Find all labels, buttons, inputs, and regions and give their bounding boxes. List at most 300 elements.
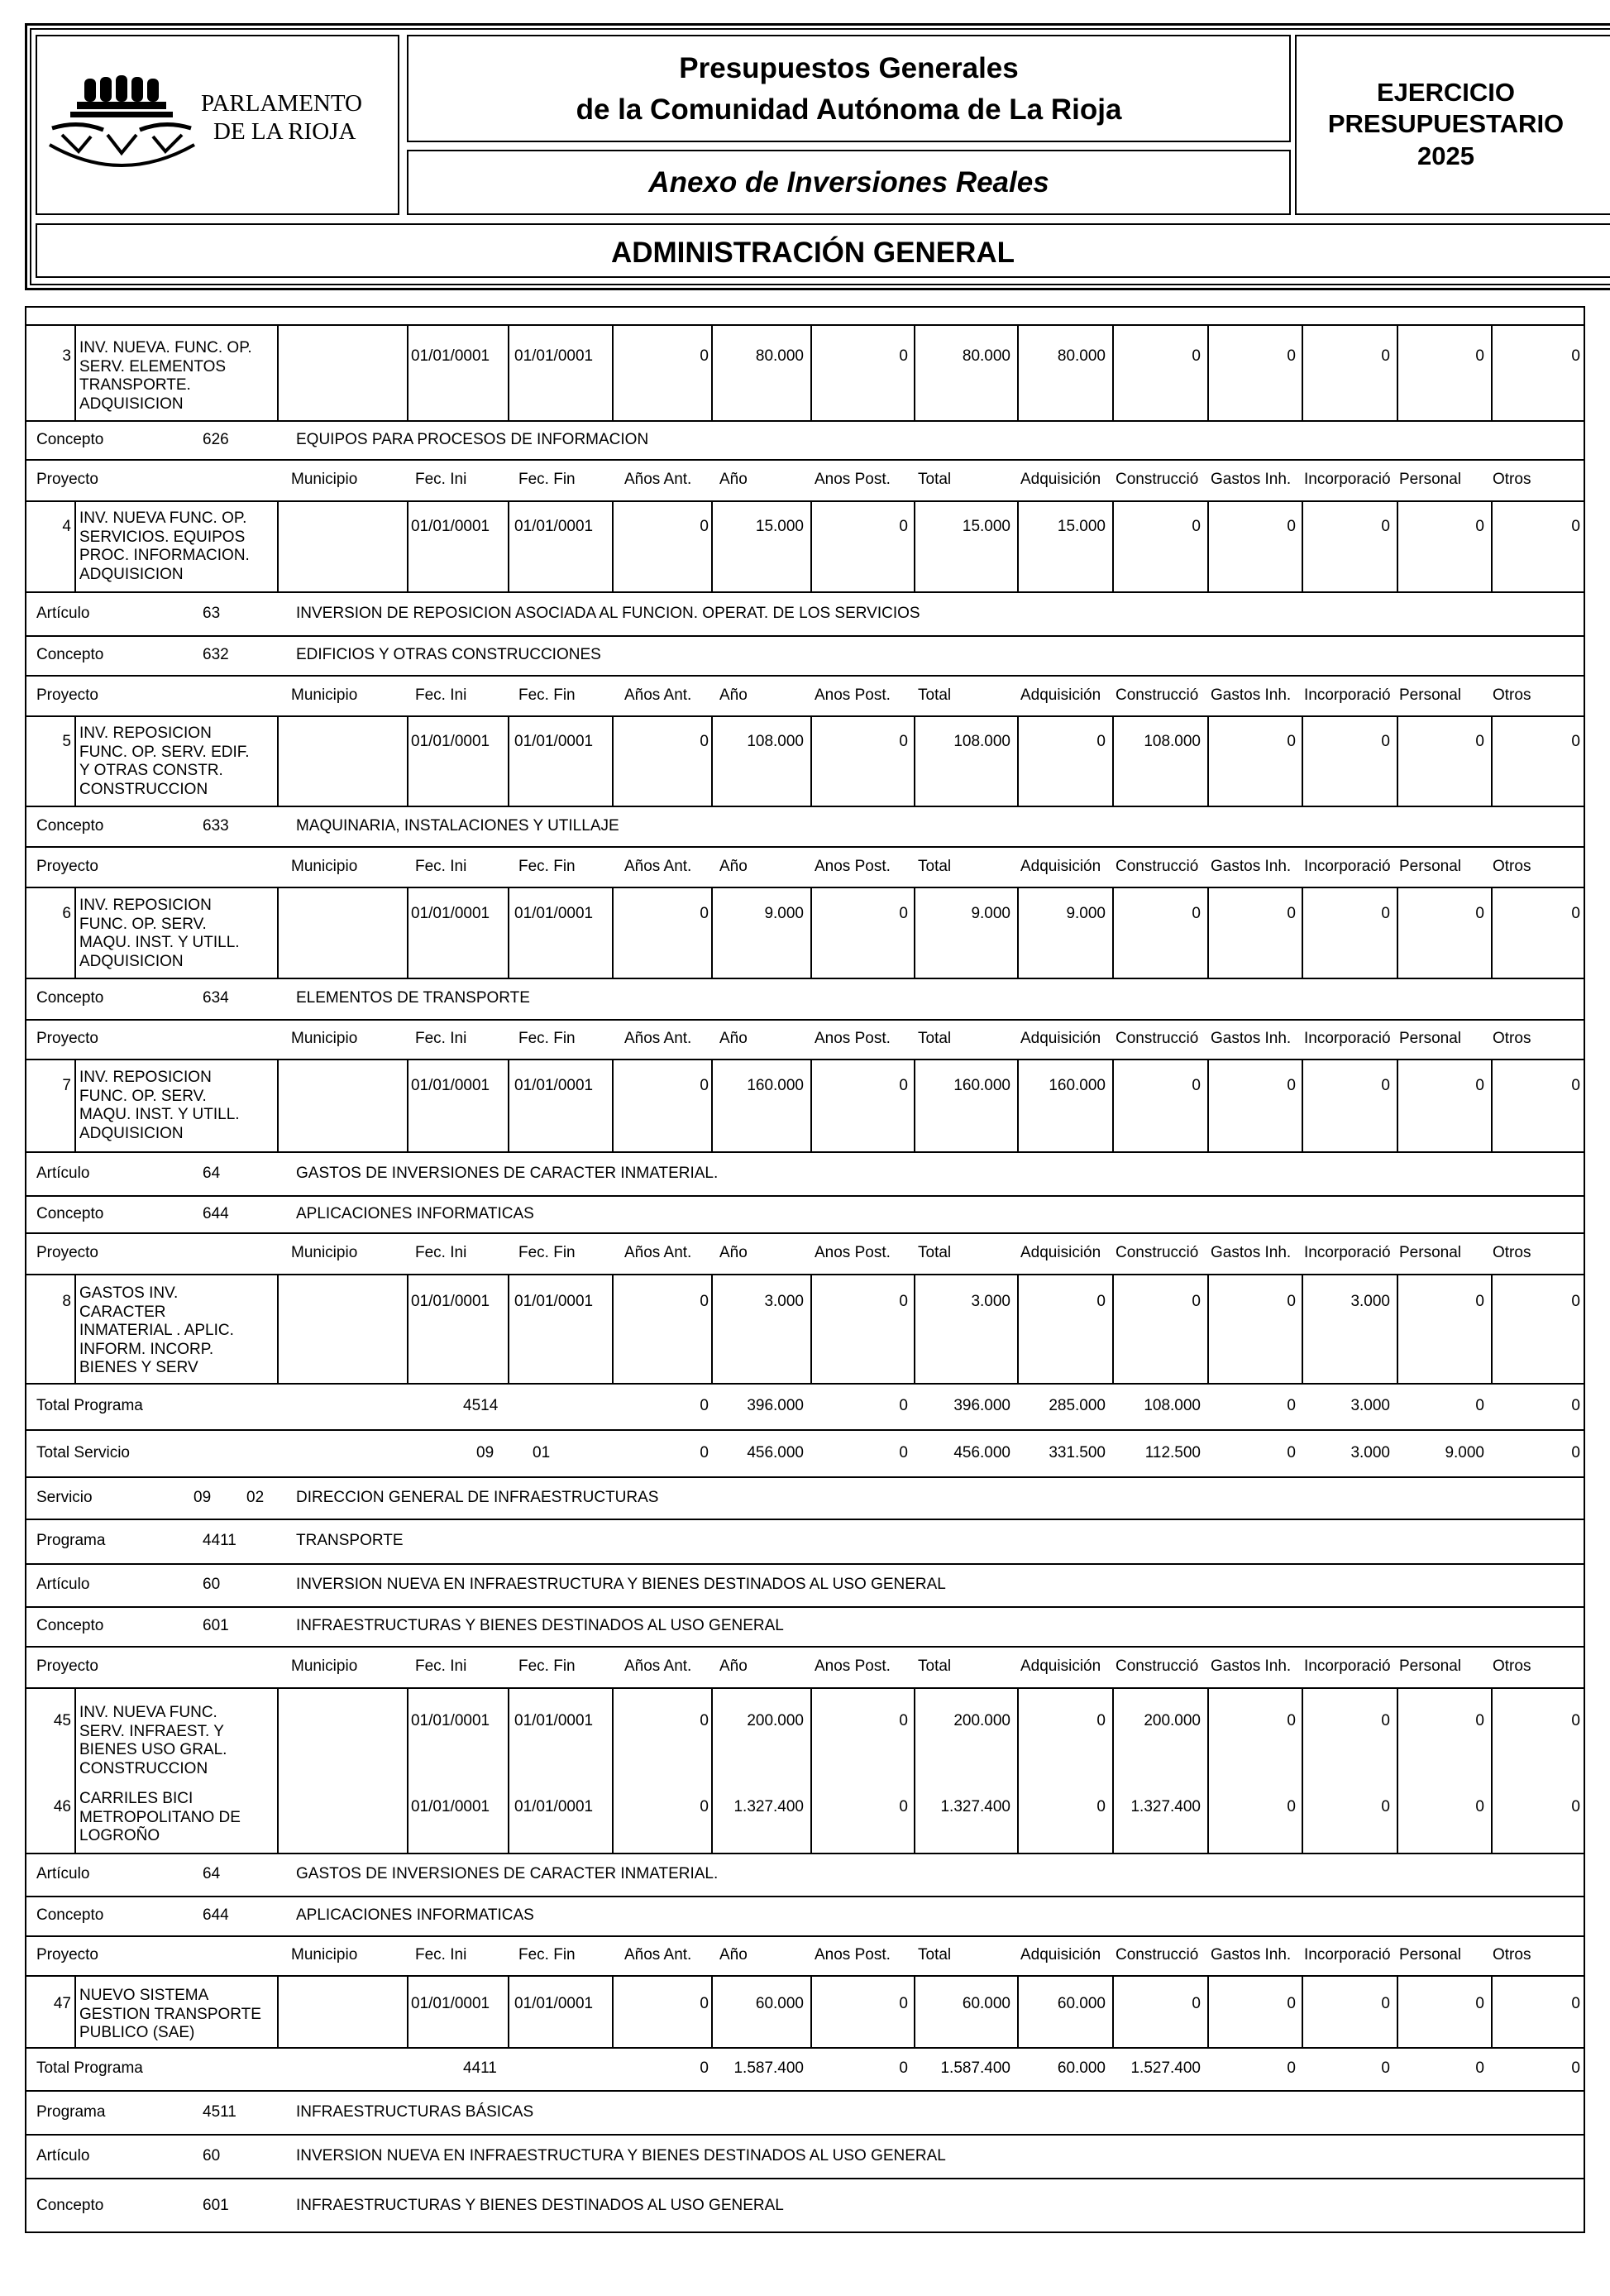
total-servicio-code-2: 01 xyxy=(533,1443,551,1461)
servicio-code: 09 xyxy=(193,1488,212,1506)
project-total: 200.000 xyxy=(953,1712,1010,1729)
project-description: INV. REPOSICION FUNC. OP. SERV. MAQU. INST. Y UTILL. ADQUISICION xyxy=(79,897,240,970)
column-divider xyxy=(407,324,408,420)
column-divider xyxy=(1302,500,1303,591)
col-header-incorporacion: Incorporació xyxy=(1304,1030,1391,1047)
project-gas: 0 xyxy=(1287,733,1296,750)
concepto-code: 634 xyxy=(203,989,229,1007)
col-header-anos-post: Anos Post. xyxy=(815,1244,891,1261)
total_servicio-label: Total Servicio xyxy=(36,1443,130,1461)
column-divider xyxy=(612,500,614,591)
articulo-divider xyxy=(25,1195,1585,1197)
project-per: 0 xyxy=(1475,1293,1484,1310)
project-adq: 0 xyxy=(1096,1293,1106,1310)
project-ant: 0 xyxy=(700,1712,709,1729)
col-header-ano: Año xyxy=(719,857,748,875)
col-header-anos-post: Anos Post. xyxy=(815,471,891,488)
project-total: 60.000 xyxy=(962,1995,1010,2012)
column-divider xyxy=(74,1274,76,1383)
total-inc: 3.000 xyxy=(1350,1397,1390,1414)
column-divider xyxy=(711,715,713,806)
column-divider xyxy=(74,1687,76,1853)
col-header-fec-fin: Fec. Fin xyxy=(518,1946,576,1964)
project-fec-fin: 01/01/0001 xyxy=(514,347,594,365)
parliament-name-line2: DE LA RIOJA xyxy=(213,118,356,145)
project-fec-ini: 01/01/0001 xyxy=(411,1293,490,1310)
project-otr: 0 xyxy=(1571,1293,1580,1310)
project-divider xyxy=(25,806,1585,807)
column-divider xyxy=(914,1274,915,1383)
total-per: 0 xyxy=(1475,1397,1484,1414)
col-header-fec-fin: Fec. Fin xyxy=(518,471,576,488)
col-header-otros: Otros xyxy=(1493,857,1531,875)
ejercicio-label-2: PRESUPUESTARIO xyxy=(1327,109,1565,138)
project-divider xyxy=(25,978,1585,979)
project-number: 7 xyxy=(62,1077,71,1094)
project-inc: 3.000 xyxy=(1350,1293,1390,1310)
project-total: 80.000 xyxy=(962,347,1010,365)
articulo-text: INVERSION NUEVA EN INFRAESTRUCTURA Y BIENES DESTINADOS AL USO GENERAL xyxy=(296,1576,946,1593)
column-divider xyxy=(74,500,76,591)
table-frame xyxy=(25,306,1585,2233)
total-programa-code: 4411 xyxy=(463,2059,497,2077)
total-total: 456.000 xyxy=(953,1443,1010,1461)
column-divider xyxy=(612,887,614,978)
total-per: 0 xyxy=(1475,2059,1484,2077)
concepto-label: Concepto xyxy=(36,2196,104,2214)
column-divider xyxy=(711,1274,713,1383)
project-per: 0 xyxy=(1475,1077,1484,1094)
project-per: 0 xyxy=(1475,1995,1484,2012)
project-gas: 0 xyxy=(1287,518,1296,535)
total-gas: 0 xyxy=(1287,1397,1296,1414)
column-divider xyxy=(1207,1274,1209,1383)
col-header-fec-ini: Fec. Ini xyxy=(415,1244,467,1261)
col-header-anos-ant: Años Ant. xyxy=(624,1030,692,1047)
total-post: 0 xyxy=(899,2059,908,2077)
column-divider xyxy=(1112,500,1114,591)
column-divider xyxy=(1017,715,1019,806)
project-inc: 0 xyxy=(1381,733,1390,750)
col-header-fec-ini: Fec. Ini xyxy=(415,686,467,704)
column-divider xyxy=(74,324,76,420)
project-fec-ini: 01/01/0001 xyxy=(411,1798,490,1815)
col-header-anos-ant: Años Ant. xyxy=(624,857,692,875)
project-ant: 0 xyxy=(700,1077,709,1094)
col-header-gastos-inh: Gastos Inh. xyxy=(1211,1244,1292,1261)
column-divider xyxy=(810,324,812,420)
project-fec-ini: 01/01/0001 xyxy=(411,347,490,365)
column-divider xyxy=(508,500,509,591)
total-per: 9.000 xyxy=(1445,1443,1484,1461)
column-header-divider xyxy=(25,1687,1585,1689)
col-header-adquisicion: Adquisición xyxy=(1020,471,1101,488)
column-divider xyxy=(1397,1274,1398,1383)
col-header-ano: Año xyxy=(719,1030,748,1047)
project-number: 3 xyxy=(62,347,71,365)
total-otr: 0 xyxy=(1571,1443,1580,1461)
concepto-label: Concepto xyxy=(36,989,104,1007)
column-divider xyxy=(612,1059,614,1151)
concepto-text: MAQUINARIA, INSTALACIONES Y UTILLAJE xyxy=(296,816,619,835)
total_programa-label: Total Programa xyxy=(36,2059,143,2077)
column-divider xyxy=(508,715,509,806)
column-divider xyxy=(914,500,915,591)
project-post: 0 xyxy=(899,347,908,365)
project-ano: 9.000 xyxy=(764,905,804,922)
total_programa-label: Total Programa xyxy=(36,1397,143,1414)
total-con: 1.527.400 xyxy=(1130,2059,1201,2077)
project-inc: 0 xyxy=(1381,905,1390,922)
column-divider xyxy=(407,715,408,806)
project-post: 0 xyxy=(899,1712,908,1729)
column-divider xyxy=(1397,324,1398,420)
column-header-divider xyxy=(25,887,1585,888)
concepto-label: Concepto xyxy=(36,646,104,663)
project-ant: 0 xyxy=(700,1293,709,1310)
column-divider xyxy=(914,887,915,978)
project-number: 47 xyxy=(53,1995,71,2012)
col-header-proyecto: Proyecto xyxy=(36,1657,98,1675)
col-header-incorporacion: Incorporació xyxy=(1304,1244,1391,1261)
col-header-incorporacion: Incorporació xyxy=(1304,1657,1391,1675)
total-ant: 0 xyxy=(700,1397,709,1414)
col-header-proyecto: Proyecto xyxy=(36,1030,98,1047)
col-header-otros: Otros xyxy=(1493,1657,1531,1675)
col-header-personal: Personal xyxy=(1399,1244,1461,1261)
articulo-text: INVERSION NUEVA EN INFRAESTRUCTURA Y BIENES DESTINADOS AL USO GENERAL xyxy=(296,2146,946,2164)
col-header-proyecto: Proyecto xyxy=(36,857,98,875)
total-ant: 0 xyxy=(700,2059,709,2077)
col-header-construccion: Construcció xyxy=(1116,1657,1199,1675)
col-header-adquisicion: Adquisición xyxy=(1020,1946,1101,1964)
col-header-fec-ini: Fec. Ini xyxy=(415,1657,467,1675)
column-divider xyxy=(711,887,713,978)
column-divider xyxy=(1207,887,1209,978)
articulo-code: 60 xyxy=(203,2146,221,2164)
column-divider xyxy=(1302,715,1303,806)
project-fec-fin: 01/01/0001 xyxy=(514,905,594,922)
col-header-anos-ant: Años Ant. xyxy=(624,471,692,488)
project-total: 108.000 xyxy=(953,733,1010,750)
project-post: 0 xyxy=(899,1293,908,1310)
programa-label: Programa xyxy=(36,2102,106,2121)
programa-code: 4411 xyxy=(203,1532,236,1549)
col-header-anos-post: Anos Post. xyxy=(815,1946,891,1964)
column-divider xyxy=(407,1975,408,2047)
project-total: 15.000 xyxy=(962,518,1010,535)
col-header-personal: Personal xyxy=(1399,1030,1461,1047)
project-description: INV. REPOSICION FUNC. OP. SERV. EDIF. Y OTRAS CONSTR. CONSTRUCCION xyxy=(79,725,250,798)
col-header-otros: Otros xyxy=(1493,1244,1531,1261)
document-subtitle: Anexo de Inversiones Reales xyxy=(648,166,1049,199)
col-header-municipio: Municipio xyxy=(291,1244,358,1261)
column-divider xyxy=(1112,887,1114,978)
project-adq: 0 xyxy=(1096,733,1106,750)
col-header-fec-ini: Fec. Ini xyxy=(415,857,467,875)
project-fec-fin: 01/01/0001 xyxy=(514,1712,594,1729)
project-ant: 0 xyxy=(700,733,709,750)
articulo-code: 63 xyxy=(203,604,221,622)
project-con: 0 xyxy=(1192,1077,1201,1094)
concepto-divider xyxy=(25,1232,1585,1234)
servicio-label: Servicio xyxy=(36,1488,93,1506)
concepto-text: EDIFICIOS Y OTRAS CONSTRUCCIONES xyxy=(296,646,601,663)
column-divider xyxy=(1397,715,1398,806)
project-divider xyxy=(25,420,1585,422)
col-header-fec-fin: Fec. Fin xyxy=(518,1244,576,1261)
total-total: 1.587.400 xyxy=(940,2059,1010,2077)
col-header-total: Total xyxy=(918,471,952,488)
project-adq: 15.000 xyxy=(1057,518,1106,535)
col-header-adquisicion: Adquisición xyxy=(1020,1244,1101,1261)
articulo-divider xyxy=(25,1896,1585,1897)
col-header-anos-post: Anos Post. xyxy=(815,857,891,875)
col-header-total: Total xyxy=(918,1946,952,1964)
col-header-adquisicion: Adquisición xyxy=(1020,1657,1101,1675)
column-divider xyxy=(1207,715,1209,806)
project-ant: 0 xyxy=(700,905,709,922)
project-gas: 0 xyxy=(1287,1293,1296,1310)
column-divider xyxy=(277,1975,279,2047)
column-header-divider xyxy=(25,1274,1585,1275)
column-divider xyxy=(1017,324,1019,420)
total-post: 0 xyxy=(899,1443,908,1461)
articulo-text: GASTOS DE INVERSIONES DE CARACTER INMATERIAL. xyxy=(296,1164,719,1182)
column-divider xyxy=(508,1975,509,2047)
project-con: 0 xyxy=(1192,347,1201,365)
col-header-fec-fin: Fec. Fin xyxy=(518,857,576,875)
project-fec-fin: 01/01/0001 xyxy=(514,1077,594,1094)
total-total: 396.000 xyxy=(953,1397,1010,1414)
project-inc: 0 xyxy=(1381,1798,1390,1815)
col-header-proyecto: Proyecto xyxy=(36,1244,98,1261)
col-header-total: Total xyxy=(918,1244,952,1261)
concepto-text: APLICACIONES INFORMATICAS xyxy=(296,1906,534,1924)
articulo-label: Artículo xyxy=(36,1164,90,1182)
project-total: 1.327.400 xyxy=(940,1798,1010,1815)
project-divider xyxy=(25,1853,1585,1854)
project-con: 0 xyxy=(1192,518,1201,535)
project-ano: 1.327.400 xyxy=(733,1798,804,1815)
project-inc: 0 xyxy=(1381,1712,1390,1729)
col-header-municipio: Municipio xyxy=(291,1657,358,1675)
total-adq: 331.500 xyxy=(1049,1443,1106,1461)
concepto-divider xyxy=(25,846,1585,848)
project-per: 0 xyxy=(1475,905,1484,922)
project-description: NUEVO SISTEMA GESTION TRANSPORTE PUBLICO (SAE) xyxy=(79,1987,261,2041)
column-divider xyxy=(277,1687,279,1853)
articulo-divider xyxy=(25,1606,1585,1608)
project-otr: 0 xyxy=(1571,1712,1580,1729)
total-con: 112.500 xyxy=(1144,1443,1201,1461)
column-divider xyxy=(1207,500,1209,591)
project-fec-fin: 01/01/0001 xyxy=(514,1798,594,1815)
col-header-total: Total xyxy=(918,686,952,704)
programa-code: 4511 xyxy=(203,2102,236,2121)
project-ano: 3.000 xyxy=(764,1293,804,1310)
col-header-personal: Personal xyxy=(1399,857,1461,875)
total-adq: 60.000 xyxy=(1057,2059,1106,2077)
column-header-divider xyxy=(25,715,1585,717)
col-header-municipio: Municipio xyxy=(291,857,358,875)
column-header-divider xyxy=(25,1059,1585,1060)
col-header-total: Total xyxy=(918,857,952,875)
project-fec-ini: 01/01/0001 xyxy=(411,1077,490,1094)
col-header-municipio: Municipio xyxy=(291,1946,358,1964)
concepto-text: ELEMENTOS DE TRANSPORTE xyxy=(296,989,530,1007)
project-fec-ini: 01/01/0001 xyxy=(411,905,490,922)
column-header-divider xyxy=(25,1975,1585,1977)
column-divider xyxy=(1491,887,1493,978)
column-divider xyxy=(1017,500,1019,591)
project-description: INV. NUEVA FUNC. OP. SERVICIOS. EQUIPOS PROC. INFORMACION. ADQUISICION xyxy=(79,509,250,583)
project-total: 9.000 xyxy=(971,905,1010,922)
column-divider xyxy=(277,324,279,420)
column-divider xyxy=(508,1274,509,1383)
project-gas: 0 xyxy=(1287,1798,1296,1815)
col-header-municipio: Municipio xyxy=(291,686,358,704)
project-fec-ini: 01/01/0001 xyxy=(411,1995,490,2012)
project-ant: 0 xyxy=(700,347,709,365)
document-title-line2: de la Comunidad Autónoma de La Rioja xyxy=(576,93,1122,126)
articulo-divider xyxy=(25,635,1585,637)
articulo-label: Artículo xyxy=(36,1576,90,1593)
project-fec-ini: 01/01/0001 xyxy=(411,733,490,750)
project-otr: 0 xyxy=(1571,1798,1580,1815)
project-con: 0 xyxy=(1192,1995,1201,2012)
col-header-incorporacion: Incorporació xyxy=(1304,471,1391,488)
column-divider xyxy=(810,715,812,806)
col-header-incorporacion: Incorporació xyxy=(1304,857,1391,875)
column-divider xyxy=(1112,715,1114,806)
col-header-fec-fin: Fec. Fin xyxy=(518,1657,576,1675)
project-description: INV. NUEVA FUNC. SERV. INFRAEST. Y BIENES USO GRAL. CONSTRUCCION xyxy=(79,1704,227,1777)
col-header-construccion: Construcció xyxy=(1116,471,1199,488)
col-header-municipio: Municipio xyxy=(291,1030,358,1047)
column-divider xyxy=(810,500,812,591)
col-header-gastos-inh: Gastos Inh. xyxy=(1211,1657,1292,1675)
project-ant: 0 xyxy=(700,1798,709,1815)
column-divider xyxy=(1207,324,1209,420)
total-programa-code: 4514 xyxy=(463,1397,499,1414)
concepto-divider xyxy=(25,1935,1585,1937)
col-header-anos-ant: Años Ant. xyxy=(624,1244,692,1261)
articulo-label: Artículo xyxy=(36,604,90,622)
column-divider xyxy=(1397,887,1398,978)
col-header-construccion: Construcció xyxy=(1116,1244,1199,1261)
project-otr: 0 xyxy=(1571,1077,1580,1094)
project-divider xyxy=(25,1151,1585,1153)
project-fec-fin: 01/01/0001 xyxy=(514,733,594,750)
programa-divider xyxy=(25,1563,1585,1565)
column-divider xyxy=(810,887,812,978)
programa-text: INFRAESTRUCTURAS BÁSICAS xyxy=(296,2102,534,2121)
project-per: 0 xyxy=(1475,1712,1484,1729)
project-con: 200.000 xyxy=(1144,1712,1201,1729)
col-header-anos-ant: Años Ant. xyxy=(624,1946,692,1964)
project-fec-fin: 01/01/0001 xyxy=(514,1995,594,2012)
column-divider xyxy=(74,1975,76,2047)
project-divider xyxy=(25,2047,1585,2049)
total-con: 108.000 xyxy=(1144,1397,1201,1414)
column-divider xyxy=(508,887,509,978)
col-header-total: Total xyxy=(918,1030,952,1047)
project-con: 1.327.400 xyxy=(1130,1798,1201,1815)
project-gas: 0 xyxy=(1287,1712,1296,1729)
project-otr: 0 xyxy=(1571,518,1580,535)
project-description: CARRILES BICI METROPOLITANO DE LOGROÑO xyxy=(79,1790,241,1844)
concepto-code: 644 xyxy=(203,1906,229,1924)
column-divider xyxy=(1112,1059,1114,1151)
project-ano: 200.000 xyxy=(747,1712,804,1729)
total-divider xyxy=(25,2090,1585,2092)
column-divider xyxy=(277,1059,279,1151)
col-header-otros: Otros xyxy=(1493,1946,1531,1964)
articulo-label: Artículo xyxy=(36,1865,90,1882)
project-fec-fin: 01/01/0001 xyxy=(514,518,594,535)
col-header-otros: Otros xyxy=(1493,1030,1531,1047)
section-title: ADMINISTRACIÓN GENERAL xyxy=(610,237,1015,269)
column-divider xyxy=(1302,1059,1303,1151)
project-ano: 80.000 xyxy=(755,347,804,365)
project-description: INV. NUEVA. FUNC. OP. SERV. ELEMENTOS TRANSPORTE. ADQUISICION xyxy=(79,339,252,413)
concepto-label: Concepto xyxy=(36,1617,104,1634)
col-header-proyecto: Proyecto xyxy=(36,471,98,488)
project-number: 6 xyxy=(62,905,71,922)
column-divider xyxy=(508,1059,509,1151)
project-per: 0 xyxy=(1475,1798,1484,1815)
project-adq: 0 xyxy=(1096,1798,1106,1815)
project-gas: 0 xyxy=(1287,1995,1296,2012)
column-divider xyxy=(74,715,76,806)
col-header-construccion: Construcció xyxy=(1116,686,1199,704)
project-divider xyxy=(25,591,1585,593)
column-divider xyxy=(1491,1059,1493,1151)
project-adq: 60.000 xyxy=(1057,1995,1106,2012)
col-header-fec-ini: Fec. Ini xyxy=(415,471,467,488)
column-divider xyxy=(1207,1059,1209,1151)
project-otr: 0 xyxy=(1571,1995,1580,2012)
total-adq: 285.000 xyxy=(1049,1397,1106,1414)
project-number: 45 xyxy=(53,1712,71,1729)
project-ano: 60.000 xyxy=(755,1995,804,2012)
total-servicio-code: 09 xyxy=(476,1443,494,1461)
project-description: GASTOS INV. CARACTER INMATERIAL . APLIC. INFORM. INCORP. BIENES Y SERV xyxy=(79,1284,234,1376)
col-header-anos-ant: Años Ant. xyxy=(624,686,692,704)
col-header-personal: Personal xyxy=(1399,686,1461,704)
col-header-otros: Otros xyxy=(1493,686,1531,704)
project-fec-ini: 01/01/0001 xyxy=(411,1712,490,1729)
project-total: 3.000 xyxy=(971,1293,1010,1310)
total-ano: 396.000 xyxy=(747,1397,804,1414)
project-per: 0 xyxy=(1475,518,1484,535)
concepto-text: EQUIPOS PARA PROCESOS DE INFORMACION xyxy=(296,430,649,448)
column-divider xyxy=(612,1274,614,1383)
col-header-adquisicion: Adquisición xyxy=(1020,857,1101,875)
project-fec-ini: 01/01/0001 xyxy=(411,518,490,535)
col-header-adquisicion: Adquisición xyxy=(1020,686,1101,704)
concepto-code: 644 xyxy=(203,1204,229,1222)
column-divider xyxy=(508,1687,509,1853)
col-header-personal: Personal xyxy=(1399,1946,1461,1964)
column-divider xyxy=(277,715,279,806)
concepto-label: Concepto xyxy=(36,1204,104,1222)
articulo-code: 60 xyxy=(203,1576,221,1593)
programa-divider xyxy=(25,2134,1585,2136)
column-divider xyxy=(914,715,915,806)
column-divider xyxy=(612,324,614,420)
